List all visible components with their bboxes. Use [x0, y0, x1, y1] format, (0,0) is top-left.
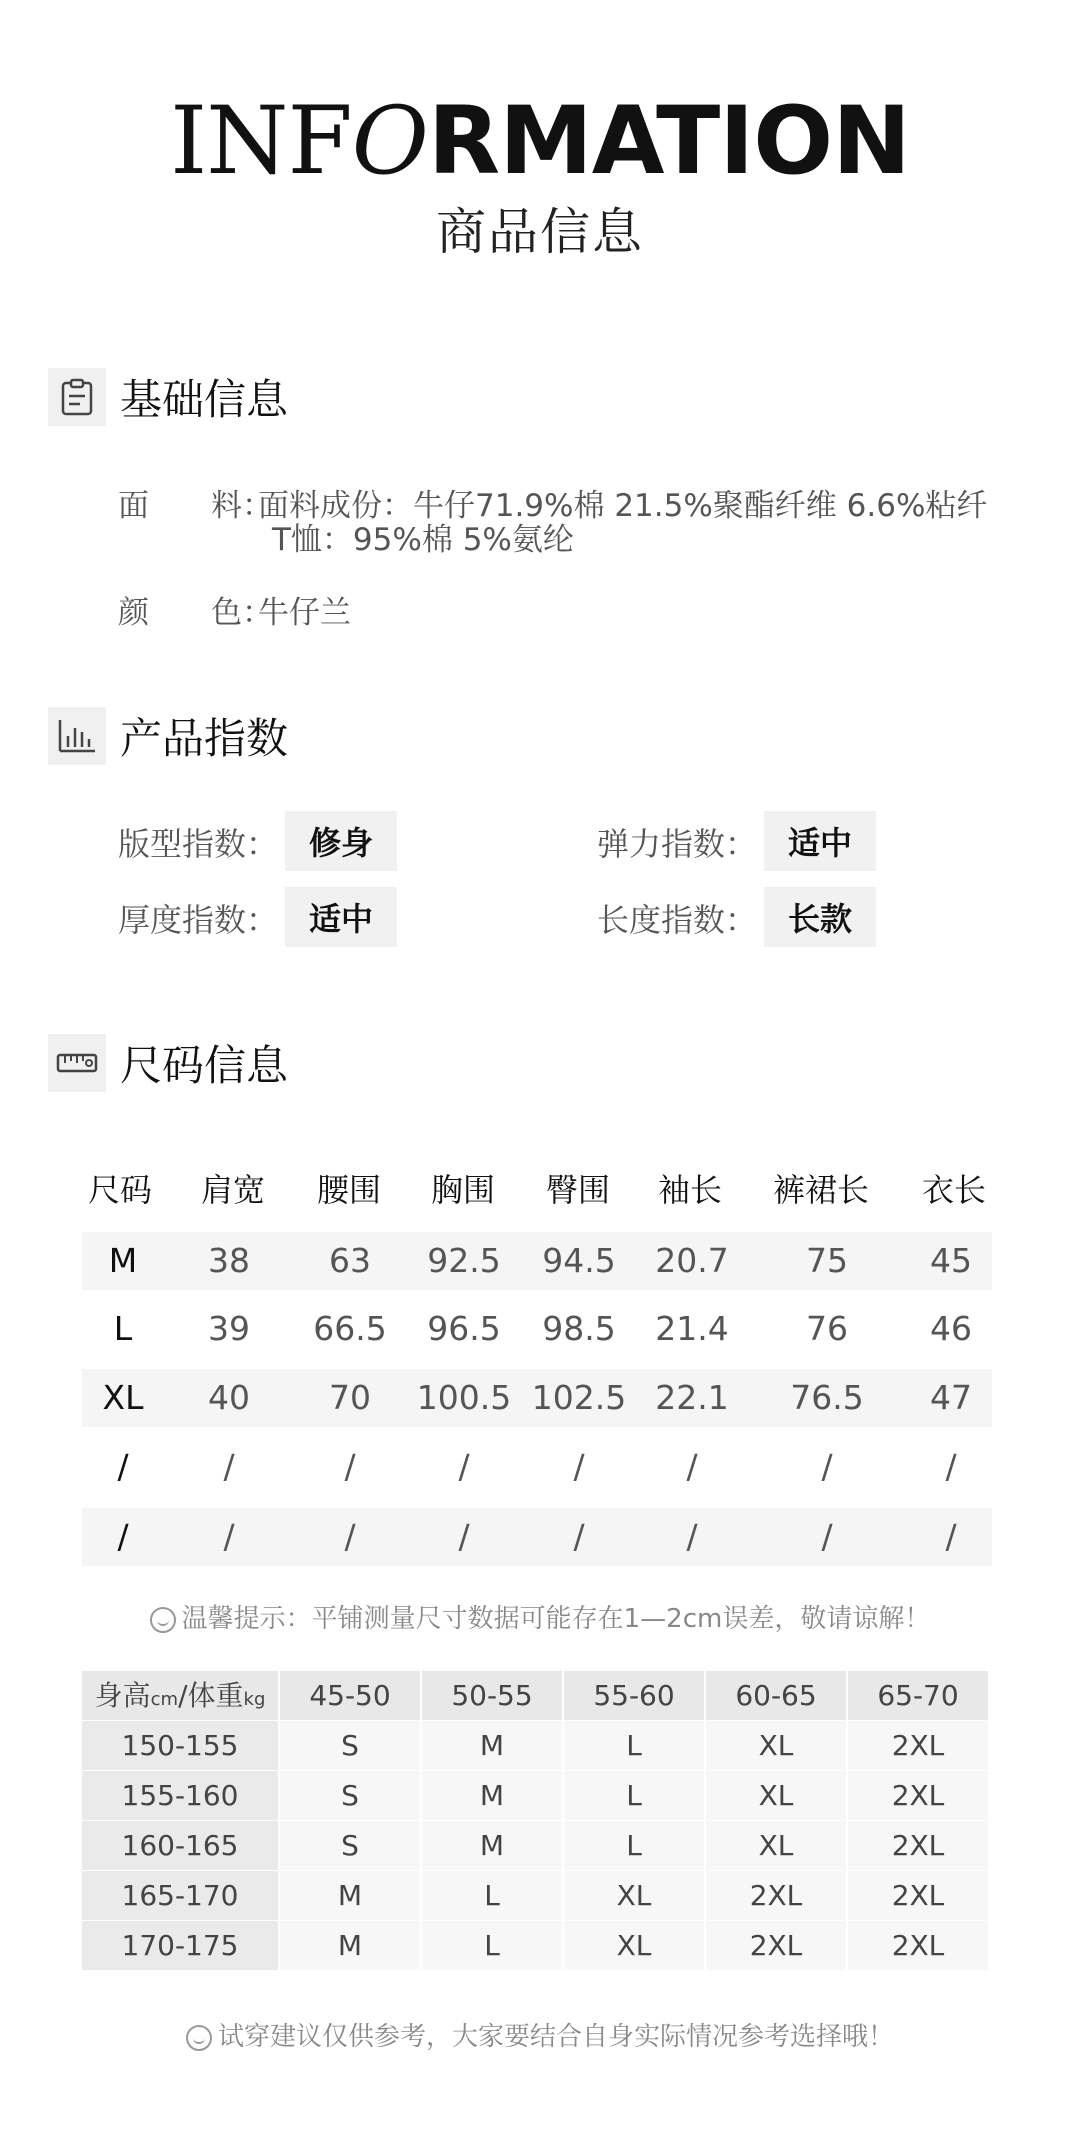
table-cell: / — [821, 1517, 833, 1556]
table-cell: L — [564, 1821, 704, 1870]
table-cell: XL — [564, 1871, 704, 1920]
weight-label: /体重 — [178, 1679, 244, 1712]
table-cell: / — [573, 1517, 585, 1556]
table-row — [82, 1721, 992, 1770]
length-index-value: 长款 — [764, 887, 876, 947]
table-cell: M — [422, 1721, 562, 1770]
table-cell: 38 — [208, 1241, 250, 1280]
section-title: 尺码信息 — [120, 1041, 289, 1090]
table-cell: 75 — [806, 1241, 848, 1280]
table-cell: 2XL — [848, 1921, 988, 1970]
fit-index-value: 修身 — [285, 811, 397, 871]
table-cell: XL — [102, 1378, 144, 1417]
table-cell: / — [117, 1447, 129, 1486]
section-size-info — [48, 1033, 288, 1093]
size-recommendation-table — [82, 1671, 992, 1971]
table-cell: M — [422, 1821, 562, 1870]
table-header-row — [82, 1671, 992, 1720]
table-cell: 20.7 — [655, 1241, 729, 1280]
section-basic-info — [48, 367, 288, 427]
weight-header: 65-70 — [848, 1671, 988, 1720]
table-cell: 2XL — [848, 1771, 988, 1820]
measurement-tip — [0, 1598, 1080, 1635]
weight-unit: kg — [243, 1689, 266, 1710]
table-cell: 2XL — [848, 1871, 988, 1920]
weight-header: 55-60 — [564, 1671, 704, 1720]
table-row — [82, 1921, 992, 1970]
title-part-1: INF — [170, 87, 352, 196]
size-header-size: 尺码 — [87, 1171, 153, 1209]
thickness-index-label: 厚度指数： — [118, 901, 279, 939]
table-cell: 76 — [806, 1309, 848, 1348]
fabric-value-line2: T恤：95%棉 5%氨纶 — [272, 522, 574, 558]
color-label: 颜 色： — [118, 595, 273, 631]
page-subtitle: 商品信息 — [436, 203, 644, 261]
table-row — [82, 1438, 992, 1496]
table-cell: 92.5 — [427, 1241, 501, 1280]
table-cell: XL — [706, 1771, 846, 1820]
table-cell: / — [945, 1447, 957, 1486]
height-unit: cm — [150, 1689, 179, 1710]
table-cell: / — [821, 1447, 833, 1486]
height-range: 150-155 — [82, 1721, 278, 1770]
section-title: 基础信息 — [120, 375, 289, 424]
table-cell: 63 — [329, 1241, 371, 1280]
color-row — [118, 587, 351, 632]
height-range: 170-175 — [82, 1921, 278, 1970]
height-range: 165-170 — [82, 1871, 278, 1920]
table-cell: / — [223, 1447, 235, 1486]
table-cell: / — [686, 1447, 698, 1486]
table-cell: 100.5 — [416, 1378, 512, 1417]
height-label: 身高 — [94, 1679, 151, 1712]
table-cell: / — [458, 1517, 470, 1556]
weight-header: 60-65 — [706, 1671, 846, 1720]
table-cell: / — [344, 1517, 356, 1556]
table-cell: S — [280, 1821, 420, 1870]
table-cell: 40 — [208, 1378, 250, 1417]
elasticity-index-value: 适中 — [764, 811, 876, 871]
table-cell: 94.5 — [542, 1241, 616, 1280]
size-header-chest: 胸围 — [430, 1171, 496, 1209]
fit-index-label: 版型指数： — [118, 825, 279, 863]
table-cell: XL — [706, 1821, 846, 1870]
table-cell: 2XL — [706, 1871, 846, 1920]
table-cell: L — [564, 1721, 704, 1770]
size-header-pants-skirt: 裤裙长 — [772, 1171, 870, 1209]
table-row — [82, 1871, 992, 1920]
information-title — [0, 87, 1080, 196]
table-cell: 98.5 — [542, 1309, 616, 1348]
section-product-indices — [48, 706, 288, 766]
table-row — [82, 1232, 992, 1290]
table-cell: L — [113, 1309, 133, 1348]
table-cell: 46 — [930, 1309, 972, 1348]
length-index-label: 长度指数： — [597, 901, 758, 939]
table-cell: / — [458, 1447, 470, 1486]
smile-icon — [186, 2025, 212, 2051]
table-cell: 39 — [208, 1309, 250, 1348]
table-cell: L — [422, 1921, 562, 1970]
table-cell: S — [280, 1721, 420, 1770]
table-cell: / — [223, 1517, 235, 1556]
table-row — [82, 1508, 992, 1566]
fabric-label: 面 料： — [118, 488, 273, 524]
title-part-3: RMATION — [427, 87, 910, 196]
table-cell: L — [564, 1771, 704, 1820]
weight-header: 45-50 — [280, 1671, 420, 1720]
table-cell: / — [573, 1447, 585, 1486]
size-header-sleeve: 袖长 — [657, 1171, 723, 1209]
table-cell: L — [422, 1871, 562, 1920]
clipboard-icon — [48, 368, 106, 426]
table-cell: 45 — [930, 1241, 972, 1280]
table-cell: / — [344, 1447, 356, 1486]
tip-text: 试穿建议仅供参考，大家要结合自身实际情况参考选择哦！ — [217, 2022, 894, 2052]
smile-icon — [150, 1607, 176, 1633]
table-row — [82, 1369, 992, 1427]
elasticity-index-label: 弹力指数： — [597, 825, 758, 863]
size-header-shoulder: 肩宽 — [200, 1171, 266, 1209]
table-cell: S — [280, 1771, 420, 1820]
fitting-tip — [0, 2016, 1080, 2053]
table-cell: 2XL — [706, 1921, 846, 1970]
section-title: 产品指数 — [120, 714, 289, 763]
table-cell: 96.5 — [427, 1309, 501, 1348]
table-cell: 70 — [329, 1378, 371, 1417]
table-cell: 76.5 — [790, 1378, 864, 1417]
table-cell: 102.5 — [531, 1378, 627, 1417]
bar-chart-icon — [48, 707, 106, 765]
title-part-2: O — [351, 87, 428, 196]
table-cell: M — [280, 1871, 420, 1920]
table-row — [82, 1300, 992, 1358]
size-header-waist: 腰围 — [316, 1171, 382, 1209]
table-cell: 47 — [930, 1378, 972, 1417]
corner-header — [82, 1671, 278, 1720]
table-cell: M — [108, 1241, 138, 1280]
table-cell: 22.1 — [655, 1378, 729, 1417]
table-row — [82, 1821, 992, 1870]
weight-header: 50-55 — [422, 1671, 562, 1720]
table-cell: XL — [706, 1721, 846, 1770]
table-row — [82, 1771, 992, 1820]
size-header-hip: 臀围 — [545, 1171, 611, 1209]
table-cell: XL — [564, 1921, 704, 1970]
table-cell: M — [422, 1771, 562, 1820]
thickness-index-value: 适中 — [285, 887, 397, 947]
table-cell: 21.4 — [655, 1309, 729, 1348]
color-value: 牛仔兰 — [258, 595, 351, 631]
table-cell: 2XL — [848, 1721, 988, 1770]
table-cell: 2XL — [848, 1821, 988, 1870]
height-range: 160-165 — [82, 1821, 278, 1870]
table-cell: / — [945, 1517, 957, 1556]
tip-text: 温馨提示：平铺测量尺寸数据可能存在1—2cm误差，敬请谅解！ — [181, 1604, 931, 1634]
table-cell: M — [280, 1921, 420, 1970]
table-cell: 66.5 — [313, 1309, 387, 1348]
table-cell: / — [117, 1517, 129, 1556]
ruler-icon — [48, 1034, 106, 1092]
table-cell: / — [686, 1517, 698, 1556]
fabric-value-line1: 面料成份：牛仔71.9%棉 21.5%聚酯纤维 6.6%粘纤 — [258, 488, 988, 524]
height-range: 155-160 — [82, 1771, 278, 1820]
size-header-length: 衣长 — [921, 1171, 987, 1209]
